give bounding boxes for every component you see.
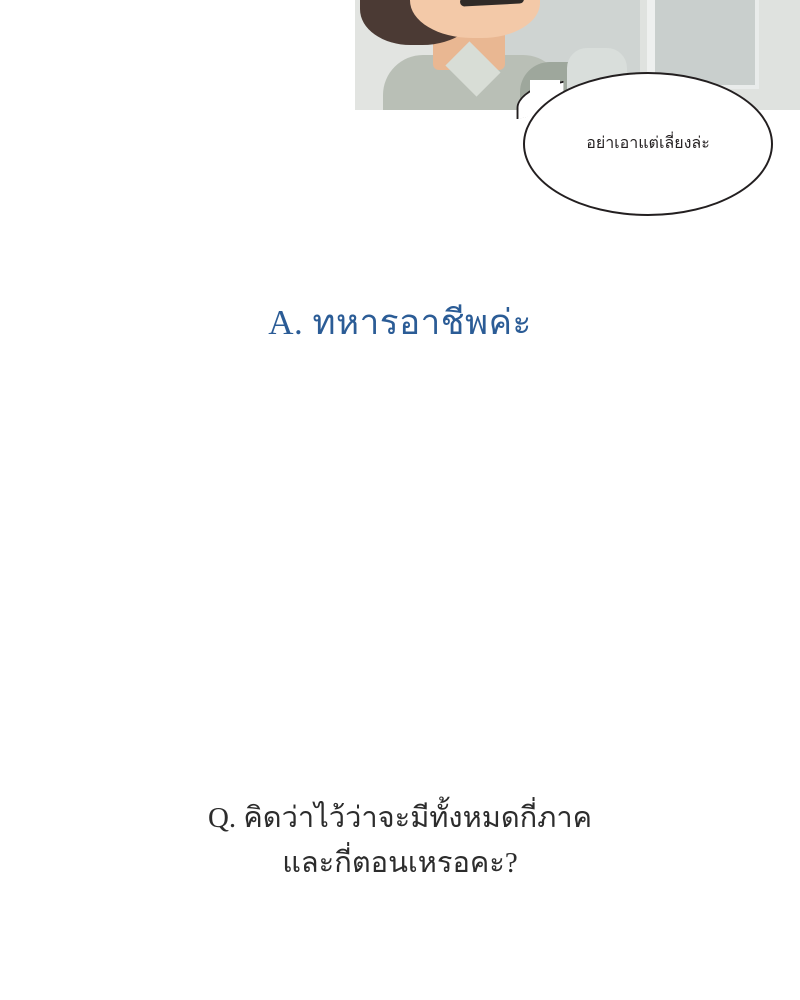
speech-balloon [523, 72, 773, 216]
question-line-1: Q. คิดว่าไว้ว่าจะมีทั้งหมดกี่ภาค [207, 802, 593, 834]
answer-text: A. ทหารอาชีพค่ะ [268, 303, 532, 342]
speech-balloon-text: อย่าเอาแต่เลี่ยงล่ะ [586, 134, 710, 152]
question-line-2: และกี่ตอนเหรอคะ? [282, 846, 518, 879]
question-block [0, 796, 800, 886]
